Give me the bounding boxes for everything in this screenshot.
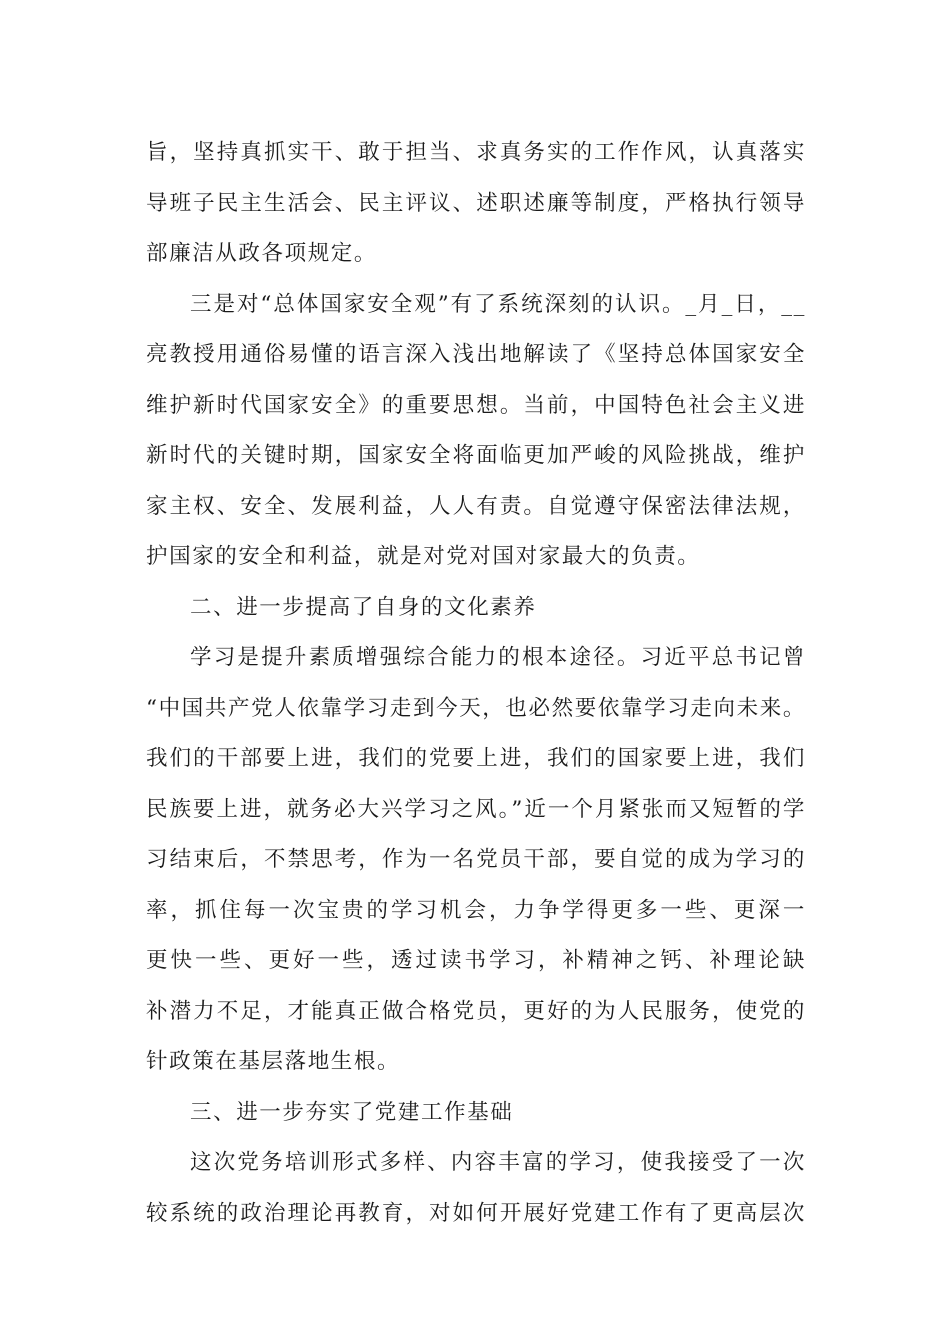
text-line: 这次党务培训形式多样、内容丰富的学习，使我接受了一次 <box>190 1150 806 1175</box>
text-line: 较系统的政治理论再教育，对如何开展好党建工作有了更高层次 <box>146 1200 806 1226</box>
text-line: 习结束后，不禁思考，作为一名党员干部，要自觉的成为学习的 <box>146 847 806 872</box>
text-line: 部廉洁从政各项规定。 <box>146 241 378 266</box>
text-line: 维护新时代国家安全》的重要思想。当前，中国特色社会主义进 <box>146 392 806 418</box>
text-line: 旨，坚持真抓实干、敢于担当、求真务实的工作作风，认真落实 <box>146 140 806 165</box>
text-line: 新时代的关键时期，国家安全将面临更加严峻的风险挑战，维护 <box>146 443 806 468</box>
section-heading: 二、进一步提高了自身的文化素养 <box>190 594 537 620</box>
text-line: 我们的干部要上进，我们的党要上进，我们的国家要上进，我们 <box>146 746 806 771</box>
text-line: 更快一些、更好一些，透过读书学习，补精神之钙、补理论缺 <box>146 948 806 973</box>
text-line: 亮教授用通俗易懂的语言深入浅出地解读了《坚持总体国家安全 <box>146 342 806 367</box>
text-line: 补潜力不足，才能真正做合格党员，更好的为人民服务，使党的 <box>146 998 806 1024</box>
text-line: 导班子民主生活会、民主评议、述职述廉等制度，严格执行领导 <box>146 190 806 216</box>
text-line: 护国家的安全和利益，就是对党对国对家最大的负责。 <box>146 544 701 569</box>
text-line: “中国共产党人依靠学习走到今天，也必然要依靠学习走向未来。 <box>146 695 806 721</box>
text-line: 学习是提升素质增强综合能力的根本途径。习近平总书记曾 <box>190 645 806 670</box>
text-line: 率，抓住每一次宝贵的学习机会，力争学得更多一些、更深一 <box>146 897 806 923</box>
text-line: 针政策在基层落地生根。 <box>146 1049 401 1074</box>
text-line: 三是对“总体国家安全观”有了系统深刻的认识。_月_日，__ <box>190 291 806 317</box>
text-line: 家主权、安全、发展利益，人人有责。自觉遵守保密法律法规， <box>146 493 806 519</box>
text-line: 民族要上进，就务必大兴学习之风。”近一个月紧张而又短暂的学 <box>146 796 806 822</box>
body-text <box>146 128 806 1239</box>
section-heading: 三、进一步夯实了党建工作基础 <box>190 1099 514 1125</box>
